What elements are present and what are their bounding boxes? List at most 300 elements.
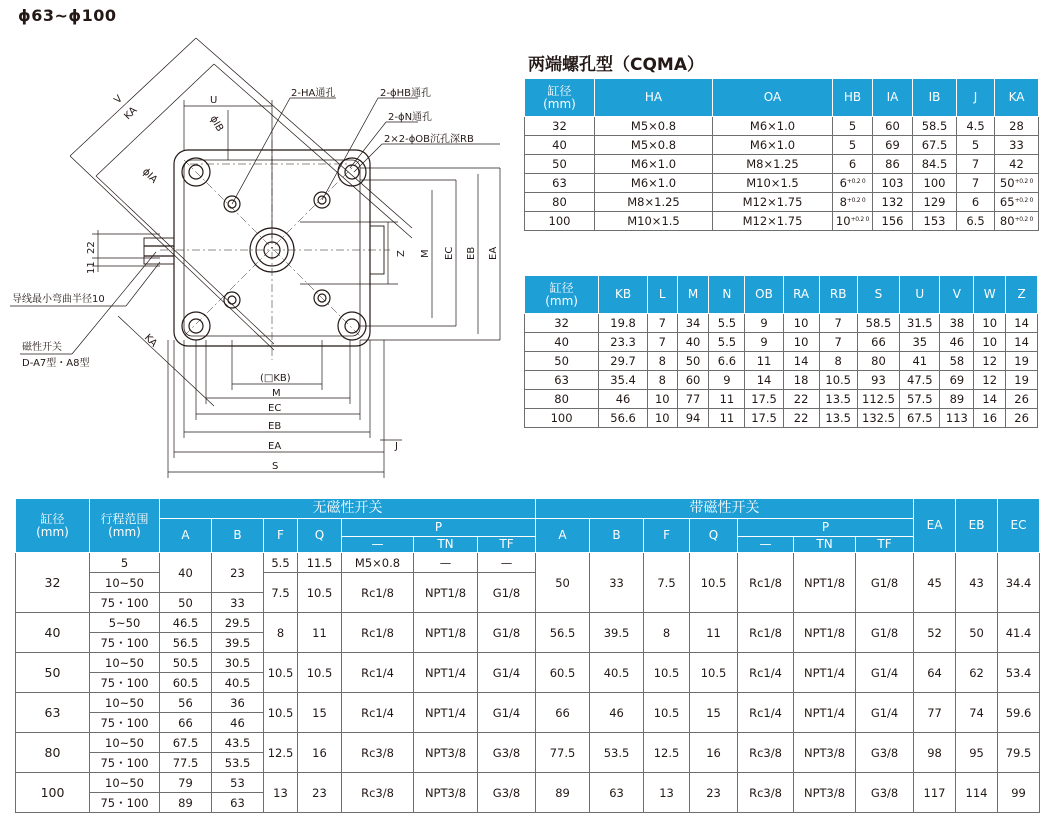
table-c-header-p-tf: TF bbox=[478, 537, 536, 553]
table-row bbox=[525, 212, 1039, 231]
table-c-cell-f: 5.5 bbox=[264, 553, 298, 573]
cell-value: 5 bbox=[848, 119, 857, 133]
cell-value: 6.5 bbox=[966, 214, 985, 228]
table-b-cell: 35 bbox=[900, 333, 940, 352]
table-c-cell-mag-b: 40.5 bbox=[590, 653, 644, 693]
table-c-cell-p: Rc1/8 bbox=[342, 573, 414, 613]
dim-ea-bottom: EA bbox=[268, 441, 282, 452]
table-b-cell: 34 bbox=[677, 314, 709, 333]
table-a-header-oa: OA bbox=[713, 79, 833, 117]
table-b-cell: 112.5 bbox=[857, 390, 899, 409]
table-row bbox=[525, 136, 1039, 155]
cell-value: 28 bbox=[1009, 119, 1024, 133]
table-c-cell-bore: 32 bbox=[16, 553, 90, 613]
table-c-cell-tf: G1/8 bbox=[478, 613, 536, 653]
table-a-cell-ka bbox=[995, 174, 1039, 193]
table-c-header-mag-p: P bbox=[738, 519, 914, 537]
label-n-hole: 2-ϕN通孔 bbox=[388, 112, 433, 123]
table-c-cell-a: 79 bbox=[160, 773, 212, 793]
table-c-cell-f: 8 bbox=[264, 613, 298, 653]
table-b-cell: 132.5 bbox=[857, 409, 899, 428]
table-c-cell-mag-b: 63 bbox=[590, 773, 644, 813]
table-c-cell-mag-f: 7.5 bbox=[644, 553, 690, 613]
table-a-cell-j bbox=[957, 174, 995, 193]
table-b-cell: 50 bbox=[677, 352, 709, 371]
table-b-cell: 16 bbox=[974, 409, 1006, 428]
cell-value: 86 bbox=[885, 157, 900, 171]
table-row bbox=[16, 653, 1040, 673]
table-c-cell-stroke: 75・100 bbox=[90, 633, 160, 653]
table-c-cell-mag-tn: NPT1/4 bbox=[794, 653, 856, 693]
table-c-cell-mag-tn: NPT1/8 bbox=[794, 553, 856, 613]
table-row bbox=[16, 613, 1040, 633]
table-c-cell-stroke: 75・100 bbox=[90, 713, 160, 733]
table-c-cell-q: 16 bbox=[298, 733, 342, 773]
table-b-cell: 10 bbox=[783, 333, 819, 352]
table-c-cell-tn: NPT3/8 bbox=[414, 773, 478, 813]
table-b-header-2: L bbox=[647, 276, 677, 314]
table-c-cell-p: Rc1/8 bbox=[342, 613, 414, 653]
table-c-cell-q: 23 bbox=[298, 773, 342, 813]
tolerance-label: +0.2 0 bbox=[1014, 197, 1034, 204]
table-c-cell-b: 43.5 bbox=[212, 733, 264, 753]
table-row bbox=[525, 409, 1038, 428]
table-c-cell-mag-p: Rc1/4 bbox=[738, 653, 794, 693]
table-b-cell: 19 bbox=[1006, 371, 1038, 390]
table-a-cell-j bbox=[957, 193, 995, 212]
table-b-cell: 113 bbox=[940, 409, 974, 428]
table-c-cell-bore: 40 bbox=[16, 613, 90, 653]
table-c-cell-mag-f: 10.5 bbox=[644, 653, 690, 693]
stroke-dimension-table bbox=[15, 498, 1040, 813]
table-c-header-f: F bbox=[264, 519, 298, 553]
table-c-cell-stroke: 10~50 bbox=[90, 653, 160, 673]
table-c-cell-b: 23 bbox=[212, 553, 264, 593]
table-c-cell-ea: 64 bbox=[914, 653, 956, 693]
table-c-cell-f: 13 bbox=[264, 773, 298, 813]
cell-value: M5×0.8 bbox=[630, 119, 677, 133]
table-c-cell-b: 36 bbox=[212, 693, 264, 713]
table-c-cell-bore: 50 bbox=[16, 653, 90, 693]
table-c-cell-mag-p: Rc1/8 bbox=[738, 613, 794, 653]
cell-value: M6×1.0 bbox=[630, 176, 677, 190]
table-b-header-0: 缸径 (mm) bbox=[525, 276, 599, 314]
table-c-cell-tf: G1/4 bbox=[478, 693, 536, 733]
table-c-cell-mag-tn: NPT3/8 bbox=[794, 773, 856, 813]
table-c-cell-stroke: 5~50 bbox=[90, 613, 160, 633]
table-c-cell-mag-p: Rc3/8 bbox=[738, 773, 794, 813]
table-c-cell-b: 53 bbox=[212, 773, 264, 793]
table-a-cell-bore bbox=[525, 174, 595, 193]
table-b-cell: 14 bbox=[1006, 333, 1038, 352]
dim-ec-right: EC bbox=[444, 246, 455, 260]
table-c-cell-q: 11.5 bbox=[298, 553, 342, 573]
table-b-cell: 8 bbox=[647, 371, 677, 390]
dim-ec-bottom: EC bbox=[268, 403, 282, 414]
table-c-cell-eb: 74 bbox=[956, 693, 998, 733]
table-a-header-ka: KA bbox=[995, 79, 1039, 117]
label-switch-types: D-A7型・A8型 bbox=[22, 358, 90, 369]
table-c-header-p-dash: — bbox=[342, 537, 414, 553]
table-c-cell-q: 15 bbox=[298, 693, 342, 733]
table-c-header-row-1 bbox=[16, 499, 1040, 519]
table-a-cell-ha bbox=[595, 212, 713, 231]
cell-value: 6 bbox=[848, 157, 857, 171]
table-b-cell: 12 bbox=[974, 371, 1006, 390]
cell-value: 50 bbox=[552, 157, 567, 171]
table-a-cell-j bbox=[957, 212, 995, 231]
table-c-cell-mag-tf: G1/4 bbox=[856, 653, 914, 693]
table-a-cell-ib bbox=[913, 155, 957, 174]
table-c-header-q: Q bbox=[298, 519, 342, 553]
table-a-header-bore: 缸径 (mm) bbox=[525, 79, 595, 117]
dim-phi-ib: ϕIB bbox=[207, 114, 226, 134]
table-a-header-row bbox=[525, 79, 1039, 117]
cell-value: 129 bbox=[923, 195, 946, 209]
table-b-cell: 7 bbox=[819, 314, 857, 333]
table-c-cell-q: 10.5 bbox=[298, 653, 342, 693]
table-c-header-b: B bbox=[212, 519, 264, 553]
table-c-cell-stroke: 10~50 bbox=[90, 773, 160, 793]
table-a-cell-ia bbox=[873, 136, 913, 155]
table-a-cell-hb bbox=[833, 174, 873, 193]
table-c-cell-tn: NPT1/8 bbox=[414, 573, 478, 613]
table-a-cell-oa bbox=[713, 117, 833, 136]
table-c-cell-a: 77.5 bbox=[160, 753, 212, 773]
table-c-cell-f: 12.5 bbox=[264, 733, 298, 773]
table-a-cell-oa bbox=[713, 155, 833, 174]
dim-z: Z bbox=[396, 250, 407, 257]
table-c-cell-ec: 34.4 bbox=[998, 553, 1040, 613]
table-c-cell-f: 10.5 bbox=[264, 653, 298, 693]
table-b-cell: 60 bbox=[677, 371, 709, 390]
table-b-cell: 46 bbox=[940, 333, 974, 352]
dim-m-right: M bbox=[420, 249, 431, 258]
table-a-cell-ha bbox=[595, 117, 713, 136]
cell-value: M8×1.25 bbox=[627, 195, 680, 209]
cell-value: 10 bbox=[835, 214, 851, 228]
table-c-cell-ea: 45 bbox=[914, 553, 956, 613]
cell-value: 40 bbox=[552, 138, 567, 152]
cell-value: 4.5 bbox=[966, 119, 985, 133]
cell-value: 153 bbox=[923, 214, 946, 228]
table-c-cell-mag-f: 10.5 bbox=[644, 693, 690, 733]
table-c-cell-mag-q: 10.5 bbox=[690, 553, 738, 613]
table-b-cell: 14 bbox=[974, 390, 1006, 409]
table-c-cell-tn: NPT1/8 bbox=[414, 613, 478, 653]
table-a-cell-hb bbox=[833, 155, 873, 174]
table-a-cell-oa bbox=[713, 212, 833, 231]
dimension-lines bbox=[70, 38, 500, 478]
table-c-cell-mag-a: 89 bbox=[536, 773, 590, 813]
table-c-cell-mag-f: 13 bbox=[644, 773, 690, 813]
table-c-header-mag-a: A bbox=[536, 519, 590, 553]
table-b-cell: 89 bbox=[940, 390, 974, 409]
cell-value: 8 bbox=[839, 195, 847, 209]
table-b-cell: 57.5 bbox=[900, 390, 940, 409]
dim-eb-right: EB bbox=[466, 246, 477, 260]
table-b-cell: 19.8 bbox=[599, 314, 648, 333]
table-a-cell-hb bbox=[833, 117, 873, 136]
section-title: 两端螺孔型（CQMA） bbox=[528, 55, 705, 75]
table-c-cell-a: 56 bbox=[160, 693, 212, 713]
table-c-cell-ec: 99 bbox=[998, 773, 1040, 813]
cylinder-front-view-drawing bbox=[0, 0, 520, 490]
table-a-cell-j bbox=[957, 155, 995, 174]
cylinder-body bbox=[144, 150, 384, 346]
table-b-cell: 77 bbox=[677, 390, 709, 409]
cell-value: 7 bbox=[971, 176, 980, 190]
table-a-cell-ka bbox=[995, 212, 1039, 231]
cell-value: M10×1.5 bbox=[746, 176, 799, 190]
dim-11: 11 bbox=[86, 261, 97, 274]
table-c-header-nonmag: 无磁性开关 bbox=[160, 499, 536, 519]
table-b-cell: 41 bbox=[900, 352, 940, 371]
table-b-header-1: KB bbox=[599, 276, 648, 314]
table-c-cell-mag-q: 16 bbox=[690, 733, 738, 773]
table-b-cell: 11 bbox=[745, 352, 783, 371]
cell-value: 156 bbox=[881, 214, 904, 228]
table-c-cell-eb: 43 bbox=[956, 553, 998, 613]
table-b-cell: 14 bbox=[1006, 314, 1038, 333]
cell-value: 6 bbox=[839, 176, 847, 190]
table-row bbox=[525, 390, 1038, 409]
table-c-cell-tn: NPT1/4 bbox=[414, 693, 478, 733]
table-c-cell-stroke: 75・100 bbox=[90, 673, 160, 693]
table-c-cell-a: 56.5 bbox=[160, 633, 212, 653]
table-c-cell-tf: — bbox=[478, 553, 536, 573]
table-a-cell-bore bbox=[525, 155, 595, 174]
table-c-header-row-2 bbox=[16, 519, 1040, 537]
table-b-cell: 19 bbox=[1006, 352, 1038, 371]
dimension-table-b bbox=[524, 275, 1038, 428]
table-c-cell-b: 46 bbox=[212, 713, 264, 733]
dim-22: 22 bbox=[86, 241, 97, 254]
table-c-header-bore: 缸径 (mm) bbox=[16, 499, 90, 553]
dim-phi-ia: ϕIA bbox=[139, 166, 160, 186]
table-a-cell-ka bbox=[995, 136, 1039, 155]
table-c-cell-tf: G1/4 bbox=[478, 653, 536, 693]
center-lines bbox=[160, 140, 390, 360]
table-a-cell-ka bbox=[995, 155, 1039, 174]
table-b-cell: 23.3 bbox=[599, 333, 648, 352]
table-b-cell: 8 bbox=[647, 352, 677, 371]
table-c-cell-eb: 50 bbox=[956, 613, 998, 653]
table-c-header-p-tn: TN bbox=[414, 537, 478, 553]
table-c-header-mag-p-tf: TF bbox=[856, 537, 914, 553]
table-b-cell: 8 bbox=[819, 352, 857, 371]
cell-value: 103 bbox=[881, 176, 904, 190]
cell-value: M10×1.5 bbox=[627, 214, 680, 228]
table-b-cell: 38 bbox=[940, 314, 974, 333]
table-a-cell-ia bbox=[873, 193, 913, 212]
table-b-header-6: RA bbox=[783, 276, 819, 314]
cell-value: M8×1.25 bbox=[746, 157, 799, 171]
table-b-cell: 7 bbox=[647, 333, 677, 352]
table-c-cell-a: 40 bbox=[160, 553, 212, 593]
table-b-header-10: V bbox=[940, 276, 974, 314]
table-c-cell-mag-tn: NPT3/8 bbox=[794, 733, 856, 773]
table-a-cell-hb bbox=[833, 136, 873, 155]
table-row bbox=[16, 773, 1040, 793]
table-a-header-hb: HB bbox=[833, 79, 873, 117]
table-b-cell: 66 bbox=[857, 333, 899, 352]
table-b-cell: 69 bbox=[940, 371, 974, 390]
table-b-cell: 10 bbox=[647, 409, 677, 428]
table-b-cell: 35.4 bbox=[599, 371, 648, 390]
table-b-cell: 11 bbox=[709, 390, 745, 409]
table-b-cell: 10 bbox=[647, 390, 677, 409]
table-c-cell-mag-b: 39.5 bbox=[590, 613, 644, 653]
table-c-cell-b: 40.5 bbox=[212, 673, 264, 693]
table-c-cell-a: 66 bbox=[160, 713, 212, 733]
dim-v: V bbox=[112, 93, 125, 107]
dim-ka-bottom: KA bbox=[141, 332, 160, 350]
table-a-cell-hb bbox=[833, 193, 873, 212]
table-c-cell-mag-tn: NPT1/4 bbox=[794, 693, 856, 733]
table-c-header-p: P bbox=[342, 519, 536, 537]
table-c-cell-mag-a: 77.5 bbox=[536, 733, 590, 773]
table-c-cell-mag-tf: G3/8 bbox=[856, 773, 914, 813]
cell-value: 7 bbox=[971, 157, 980, 171]
table-b-cell: 11 bbox=[709, 409, 745, 428]
table-c-header-mag-b: B bbox=[590, 519, 644, 553]
table-a-cell-bore bbox=[525, 193, 595, 212]
table-b-cell: 9 bbox=[709, 371, 745, 390]
cell-value: 42 bbox=[1009, 157, 1024, 171]
table-c-cell-mag-a: 50 bbox=[536, 553, 590, 613]
cell-value: 6 bbox=[971, 195, 980, 209]
table-c-cell-mag-f: 8 bbox=[644, 613, 690, 653]
table-a-cell-ib bbox=[913, 212, 957, 231]
table-a-cell-ia bbox=[873, 174, 913, 193]
table-b-header-9: U bbox=[900, 276, 940, 314]
table-b-cell: 5.5 bbox=[709, 333, 745, 352]
table-c-cell-eb: 114 bbox=[956, 773, 998, 813]
table-c-cell-mag-tf: G3/8 bbox=[856, 733, 914, 773]
table-c-cell-stroke: 10~50 bbox=[90, 573, 160, 593]
table-c-cell-b: 63 bbox=[212, 793, 264, 813]
tolerance-label: +0.2 0 bbox=[1014, 216, 1034, 223]
table-c-cell-b: 30.5 bbox=[212, 653, 264, 673]
table-a-header-ha: HA bbox=[595, 79, 713, 117]
table-b-cell: 29.7 bbox=[599, 352, 648, 371]
table-c-cell-ec: 41.4 bbox=[998, 613, 1040, 653]
table-c-cell-a: 89 bbox=[160, 793, 212, 813]
table-c-cell-a: 50 bbox=[160, 593, 212, 613]
table-c-cell-b: 53.5 bbox=[212, 753, 264, 773]
table-c-cell-p: M5×0.8 bbox=[342, 553, 414, 573]
cell-value: 60 bbox=[885, 119, 900, 133]
table-b-cell: 63 bbox=[525, 371, 599, 390]
cell-value: 5 bbox=[971, 138, 980, 152]
table-c-cell-ea: 98 bbox=[914, 733, 956, 773]
label-bend-radius: 导线最小弯曲半径10 bbox=[12, 294, 105, 305]
table-b-cell: 58 bbox=[940, 352, 974, 371]
table-row bbox=[16, 733, 1040, 753]
table-c-cell-b: 29.5 bbox=[212, 613, 264, 633]
table-c-cell-mag-p: Rc1/4 bbox=[738, 693, 794, 733]
table-row bbox=[525, 193, 1039, 212]
table-c-cell-ea: 52 bbox=[914, 613, 956, 653]
table-c-cell-b: 33 bbox=[212, 593, 264, 613]
table-row bbox=[16, 553, 1040, 573]
dim-ka-top: KA bbox=[122, 104, 140, 123]
table-b-cell: 47.5 bbox=[900, 371, 940, 390]
label-hb-hole: 2-ϕHB通孔 bbox=[380, 88, 431, 99]
table-c-cell-mag-tn: NPT1/8 bbox=[794, 613, 856, 653]
table-a-cell-ia bbox=[873, 117, 913, 136]
table-a-header-ib: IB bbox=[913, 79, 957, 117]
dimension-table-a bbox=[524, 78, 1039, 231]
table-a-cell-ha bbox=[595, 155, 713, 174]
table-c-header-mag: 带磁性开关 bbox=[536, 499, 914, 519]
table-c-cell-tn: — bbox=[414, 553, 478, 573]
table-c-cell-tf: G3/8 bbox=[478, 773, 536, 813]
table-b-cell: 10 bbox=[974, 333, 1006, 352]
table-c-cell-mag-a: 60.5 bbox=[536, 653, 590, 693]
cell-value: 132 bbox=[881, 195, 904, 209]
dim-ea-right: EA bbox=[488, 246, 499, 260]
table-c-cell-q: 11 bbox=[298, 613, 342, 653]
table-row bbox=[525, 333, 1038, 352]
table-c-cell-p: Rc1/4 bbox=[342, 693, 414, 733]
table-b-cell: 22 bbox=[783, 409, 819, 428]
cell-value: 65 bbox=[999, 195, 1015, 209]
table-c-cell-mag-b: 53.5 bbox=[590, 733, 644, 773]
cell-value: M6×1.0 bbox=[749, 138, 796, 152]
table-b-header-11: W bbox=[974, 276, 1006, 314]
table-b-cell: 17.5 bbox=[745, 409, 783, 428]
cell-value: M5×0.8 bbox=[630, 138, 677, 152]
table-c-cell-eb: 95 bbox=[956, 733, 998, 773]
table-c-cell-mag-q: 10.5 bbox=[690, 653, 738, 693]
cell-value: 80 bbox=[552, 195, 567, 209]
table-a-header-ia: IA bbox=[873, 79, 913, 117]
table-c-cell-bore: 63 bbox=[16, 693, 90, 733]
table-b-cell: 100 bbox=[525, 409, 599, 428]
table-c-cell-mag-tf: G1/8 bbox=[856, 613, 914, 653]
table-c-cell-ec: 53.4 bbox=[998, 653, 1040, 693]
cell-value: 63 bbox=[552, 176, 567, 190]
table-row bbox=[16, 693, 1040, 713]
table-row bbox=[525, 352, 1038, 371]
table-b-cell: 58.5 bbox=[857, 314, 899, 333]
table-c-cell-mag-a: 56.5 bbox=[536, 613, 590, 653]
table-c-cell-mag-q: 11 bbox=[690, 613, 738, 653]
table-c-cell-p: Rc1/4 bbox=[342, 653, 414, 693]
table-c-cell-mag-q: 15 bbox=[690, 693, 738, 733]
table-b-header-12: Z bbox=[1006, 276, 1038, 314]
table-c-cell-mag-p: Rc1/8 bbox=[738, 553, 794, 613]
table-b-cell: 9 bbox=[745, 314, 783, 333]
cell-value: 80 bbox=[999, 214, 1015, 228]
cell-value: M6×1.0 bbox=[749, 119, 796, 133]
tolerance-label: +0.2 0 bbox=[1014, 178, 1034, 185]
table-b-cell: 18 bbox=[783, 371, 819, 390]
table-b-cell: 6.6 bbox=[709, 352, 745, 371]
table-c-header-ec: EC bbox=[998, 499, 1040, 553]
table-b-cell: 13.5 bbox=[819, 390, 857, 409]
table-b-cell: 7 bbox=[819, 333, 857, 352]
table-c-cell-mag-q: 23 bbox=[690, 773, 738, 813]
table-b-cell: 9 bbox=[745, 333, 783, 352]
cell-value: 100 bbox=[548, 214, 571, 228]
table-c-header-a: A bbox=[160, 519, 212, 553]
table-c-cell-bore: 80 bbox=[16, 733, 90, 773]
table-c-cell-stroke: 75・100 bbox=[90, 593, 160, 613]
cell-value: M12×1.75 bbox=[742, 195, 803, 209]
